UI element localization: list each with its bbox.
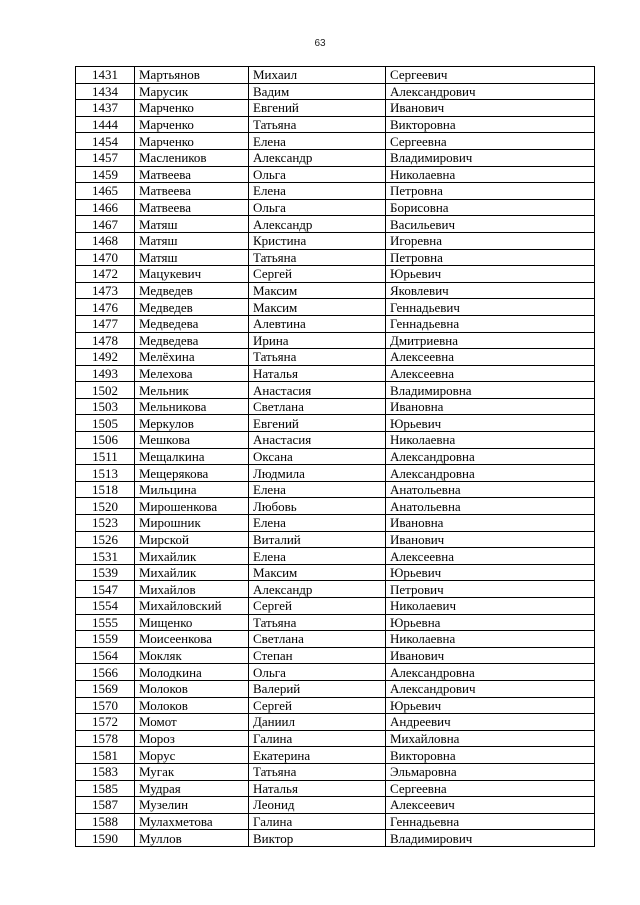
cell-last-name: Молодкина bbox=[135, 664, 249, 681]
table-row bbox=[76, 830, 595, 847]
table-row bbox=[76, 282, 595, 299]
cell-first-name: Татьяна bbox=[249, 116, 386, 133]
cell-first-name: Елена bbox=[249, 481, 386, 498]
page-number: 63 bbox=[314, 38, 326, 49]
table-row bbox=[76, 730, 595, 747]
cell-patronymic: Александровна bbox=[386, 448, 595, 465]
cell-last-name: Медведева bbox=[135, 332, 249, 349]
cell-last-name: Матвеева bbox=[135, 199, 249, 216]
cell-last-name: Момот bbox=[135, 714, 249, 731]
cell-number: 1559 bbox=[76, 631, 135, 648]
cell-patronymic: Юрьевич bbox=[386, 266, 595, 283]
cell-number: 1470 bbox=[76, 249, 135, 266]
cell-patronymic: Сергеевна bbox=[386, 780, 595, 797]
cell-number: 1434 bbox=[76, 83, 135, 100]
cell-first-name: Елена bbox=[249, 133, 386, 150]
table-row bbox=[76, 382, 595, 399]
cell-patronymic: Эльмаровна bbox=[386, 763, 595, 780]
cell-first-name: Татьяна bbox=[249, 763, 386, 780]
cell-first-name: Ольга bbox=[249, 664, 386, 681]
cell-last-name: Медведев bbox=[135, 299, 249, 316]
cell-first-name: Александр bbox=[249, 581, 386, 598]
table-row bbox=[76, 365, 595, 382]
cell-first-name: Степан bbox=[249, 647, 386, 664]
cell-patronymic: Николаевич bbox=[386, 598, 595, 615]
cell-patronymic: Алексеевна bbox=[386, 548, 595, 565]
table-row bbox=[76, 697, 595, 714]
cell-first-name: Сергей bbox=[249, 598, 386, 615]
cell-number: 1472 bbox=[76, 266, 135, 283]
table-row bbox=[76, 763, 595, 780]
cell-patronymic: Дмитриевна bbox=[386, 332, 595, 349]
cell-first-name: Анастасия bbox=[249, 432, 386, 449]
cell-patronymic: Анатольевна bbox=[386, 498, 595, 515]
cell-number: 1511 bbox=[76, 448, 135, 465]
cell-number: 1502 bbox=[76, 382, 135, 399]
cell-first-name: Татьяна bbox=[249, 349, 386, 366]
table-row bbox=[76, 531, 595, 548]
roster-table bbox=[75, 66, 595, 847]
cell-last-name: Моисеенкова bbox=[135, 631, 249, 648]
table-row bbox=[76, 647, 595, 664]
table-row bbox=[76, 598, 595, 615]
cell-first-name: Анастасия bbox=[249, 382, 386, 399]
cell-number: 1578 bbox=[76, 730, 135, 747]
cell-first-name: Евгений bbox=[249, 100, 386, 117]
table-row bbox=[76, 664, 595, 681]
cell-patronymic: Ивановна bbox=[386, 515, 595, 532]
cell-first-name: Оксана bbox=[249, 448, 386, 465]
cell-number: 1547 bbox=[76, 581, 135, 598]
cell-last-name: Мелёхина bbox=[135, 349, 249, 366]
table-row bbox=[76, 631, 595, 648]
cell-last-name: Мельникова bbox=[135, 398, 249, 415]
cell-patronymic: Иванович bbox=[386, 531, 595, 548]
cell-number: 1585 bbox=[76, 780, 135, 797]
cell-number: 1493 bbox=[76, 365, 135, 382]
cell-number: 1554 bbox=[76, 598, 135, 615]
table-row bbox=[76, 349, 595, 366]
cell-last-name: Михайлик bbox=[135, 548, 249, 565]
cell-number: 1518 bbox=[76, 481, 135, 498]
cell-patronymic: Игоревна bbox=[386, 232, 595, 249]
cell-first-name: Елена bbox=[249, 183, 386, 200]
cell-number: 1523 bbox=[76, 515, 135, 532]
cell-first-name: Людмила bbox=[249, 465, 386, 482]
cell-last-name: Матяш bbox=[135, 216, 249, 233]
table-row bbox=[76, 432, 595, 449]
cell-patronymic: Владимирович bbox=[386, 149, 595, 166]
cell-number: 1431 bbox=[76, 67, 135, 84]
cell-patronymic: Борисовна bbox=[386, 199, 595, 216]
cell-patronymic: Сергеевич bbox=[386, 67, 595, 84]
cell-number: 1581 bbox=[76, 747, 135, 764]
cell-first-name: Кристина bbox=[249, 232, 386, 249]
cell-number: 1526 bbox=[76, 531, 135, 548]
cell-patronymic: Александровна bbox=[386, 664, 595, 681]
cell-last-name: Мещерякова bbox=[135, 465, 249, 482]
cell-patronymic: Юрьевна bbox=[386, 614, 595, 631]
cell-number: 1590 bbox=[76, 830, 135, 847]
table-row bbox=[76, 133, 595, 150]
table-row bbox=[76, 515, 595, 532]
cell-number: 1569 bbox=[76, 680, 135, 697]
cell-patronymic: Александрович bbox=[386, 680, 595, 697]
cell-first-name: Вадим bbox=[249, 83, 386, 100]
cell-last-name: Михайлик bbox=[135, 564, 249, 581]
cell-last-name: Мацукевич bbox=[135, 266, 249, 283]
cell-number: 1478 bbox=[76, 332, 135, 349]
cell-last-name: Мороз bbox=[135, 730, 249, 747]
table-row bbox=[76, 83, 595, 100]
table-row bbox=[76, 548, 595, 565]
cell-number: 1457 bbox=[76, 149, 135, 166]
table-row bbox=[76, 398, 595, 415]
cell-last-name: Маслеников bbox=[135, 149, 249, 166]
cell-number: 1505 bbox=[76, 415, 135, 432]
cell-last-name: Молоков bbox=[135, 697, 249, 714]
cell-patronymic: Юрьевич bbox=[386, 415, 595, 432]
cell-last-name: Морус bbox=[135, 747, 249, 764]
cell-number: 1520 bbox=[76, 498, 135, 515]
cell-number: 1539 bbox=[76, 564, 135, 581]
cell-patronymic: Анатольевна bbox=[386, 481, 595, 498]
table-row bbox=[76, 67, 595, 84]
table-row bbox=[76, 498, 595, 515]
cell-first-name: Евгений bbox=[249, 415, 386, 432]
cell-last-name: Матяш bbox=[135, 232, 249, 249]
cell-patronymic: Викторовна bbox=[386, 747, 595, 764]
cell-last-name: Мещалкина bbox=[135, 448, 249, 465]
cell-last-name: Мирошенкова bbox=[135, 498, 249, 515]
cell-patronymic: Ивановна bbox=[386, 398, 595, 415]
cell-last-name: Мельник bbox=[135, 382, 249, 399]
cell-number: 1572 bbox=[76, 714, 135, 731]
table-row bbox=[76, 183, 595, 200]
table-row bbox=[76, 266, 595, 283]
cell-last-name: Михайлов bbox=[135, 581, 249, 598]
cell-last-name: Матяш bbox=[135, 249, 249, 266]
cell-number: 1566 bbox=[76, 664, 135, 681]
cell-first-name: Максим bbox=[249, 282, 386, 299]
cell-first-name: Ольга bbox=[249, 199, 386, 216]
table-row bbox=[76, 149, 595, 166]
table-row bbox=[76, 614, 595, 631]
cell-last-name: Мугак bbox=[135, 763, 249, 780]
cell-last-name: Мокляк bbox=[135, 647, 249, 664]
table-row bbox=[76, 315, 595, 332]
cell-patronymic: Яковлевич bbox=[386, 282, 595, 299]
cell-first-name: Максим bbox=[249, 564, 386, 581]
cell-last-name: Мудрая bbox=[135, 780, 249, 797]
table-row bbox=[76, 448, 595, 465]
table-row bbox=[76, 332, 595, 349]
cell-number: 1466 bbox=[76, 199, 135, 216]
cell-first-name: Виталий bbox=[249, 531, 386, 548]
cell-patronymic: Петрович bbox=[386, 581, 595, 598]
cell-last-name: Музелин bbox=[135, 797, 249, 814]
cell-number: 1454 bbox=[76, 133, 135, 150]
table-row bbox=[76, 116, 595, 133]
cell-last-name: Муллов bbox=[135, 830, 249, 847]
cell-first-name: Татьяна bbox=[249, 249, 386, 266]
cell-first-name: Леонид bbox=[249, 797, 386, 814]
cell-number: 1587 bbox=[76, 797, 135, 814]
cell-first-name: Александр bbox=[249, 149, 386, 166]
cell-first-name: Елена bbox=[249, 548, 386, 565]
cell-patronymic: Владимировна bbox=[386, 382, 595, 399]
cell-number: 1437 bbox=[76, 100, 135, 117]
cell-last-name: Мешкова bbox=[135, 432, 249, 449]
cell-first-name: Ирина bbox=[249, 332, 386, 349]
cell-patronymic: Васильевич bbox=[386, 216, 595, 233]
cell-first-name: Ольга bbox=[249, 166, 386, 183]
table-row bbox=[76, 747, 595, 764]
cell-first-name: Наталья bbox=[249, 780, 386, 797]
cell-number: 1459 bbox=[76, 166, 135, 183]
cell-last-name: Марусик bbox=[135, 83, 249, 100]
table-row bbox=[76, 232, 595, 249]
cell-first-name: Валерий bbox=[249, 680, 386, 697]
cell-first-name: Алевтина bbox=[249, 315, 386, 332]
cell-number: 1467 bbox=[76, 216, 135, 233]
cell-last-name: Мищенко bbox=[135, 614, 249, 631]
cell-first-name: Сергей bbox=[249, 697, 386, 714]
cell-patronymic: Александровна bbox=[386, 465, 595, 482]
cell-number: 1444 bbox=[76, 116, 135, 133]
cell-last-name: Молоков bbox=[135, 680, 249, 697]
cell-patronymic: Александрович bbox=[386, 83, 595, 100]
cell-first-name: Любовь bbox=[249, 498, 386, 515]
cell-first-name: Александр bbox=[249, 216, 386, 233]
cell-last-name: Медведев bbox=[135, 282, 249, 299]
cell-patronymic: Геннадьевна bbox=[386, 813, 595, 830]
table-row bbox=[76, 465, 595, 482]
cell-last-name: Матвеева bbox=[135, 183, 249, 200]
cell-first-name: Даниил bbox=[249, 714, 386, 731]
cell-patronymic: Николаевна bbox=[386, 166, 595, 183]
cell-number: 1531 bbox=[76, 548, 135, 565]
cell-last-name: Мелехова bbox=[135, 365, 249, 382]
cell-first-name: Михаил bbox=[249, 67, 386, 84]
cell-last-name: Мулахметова bbox=[135, 813, 249, 830]
cell-first-name: Светлана bbox=[249, 398, 386, 415]
cell-patronymic: Иванович bbox=[386, 647, 595, 664]
table-row bbox=[76, 299, 595, 316]
table-row bbox=[76, 166, 595, 183]
cell-first-name: Галина bbox=[249, 813, 386, 830]
cell-last-name: Меркулов bbox=[135, 415, 249, 432]
cell-patronymic: Геннадьевич bbox=[386, 299, 595, 316]
cell-number: 1492 bbox=[76, 349, 135, 366]
cell-first-name: Наталья bbox=[249, 365, 386, 382]
cell-patronymic: Николаевна bbox=[386, 432, 595, 449]
cell-patronymic: Викторовна bbox=[386, 116, 595, 133]
cell-patronymic: Петровна bbox=[386, 249, 595, 266]
table-row bbox=[76, 780, 595, 797]
cell-last-name: Марченко bbox=[135, 133, 249, 150]
table-row bbox=[76, 249, 595, 266]
cell-number: 1583 bbox=[76, 763, 135, 780]
cell-patronymic: Геннадьевна bbox=[386, 315, 595, 332]
cell-last-name: Марченко bbox=[135, 116, 249, 133]
cell-first-name: Галина bbox=[249, 730, 386, 747]
cell-first-name: Сергей bbox=[249, 266, 386, 283]
cell-number: 1564 bbox=[76, 647, 135, 664]
cell-patronymic: Андреевич bbox=[386, 714, 595, 731]
cell-first-name: Татьяна bbox=[249, 614, 386, 631]
cell-number: 1506 bbox=[76, 432, 135, 449]
cell-number: 1588 bbox=[76, 813, 135, 830]
cell-last-name: Мирошник bbox=[135, 515, 249, 532]
cell-last-name: Матвеева bbox=[135, 166, 249, 183]
cell-last-name: Мартьянов bbox=[135, 67, 249, 84]
cell-first-name: Екатерина bbox=[249, 747, 386, 764]
cell-last-name: Марченко bbox=[135, 100, 249, 117]
cell-patronymic: Петровна bbox=[386, 183, 595, 200]
cell-patronymic: Юрьевич bbox=[386, 697, 595, 714]
cell-patronymic: Алексеевич bbox=[386, 797, 595, 814]
table-row bbox=[76, 481, 595, 498]
table-row bbox=[76, 581, 595, 598]
cell-patronymic: Юрьевич bbox=[386, 564, 595, 581]
cell-number: 1465 bbox=[76, 183, 135, 200]
cell-first-name: Виктор bbox=[249, 830, 386, 847]
cell-first-name: Максим bbox=[249, 299, 386, 316]
table-row bbox=[76, 813, 595, 830]
cell-last-name: Медведева bbox=[135, 315, 249, 332]
cell-last-name: Мильцина bbox=[135, 481, 249, 498]
cell-patronymic: Владимирович bbox=[386, 830, 595, 847]
cell-patronymic: Николаевна bbox=[386, 631, 595, 648]
cell-number: 1476 bbox=[76, 299, 135, 316]
table-row bbox=[76, 797, 595, 814]
table-row bbox=[76, 564, 595, 581]
cell-number: 1503 bbox=[76, 398, 135, 415]
cell-patronymic: Михайловна bbox=[386, 730, 595, 747]
table-row bbox=[76, 415, 595, 432]
cell-number: 1468 bbox=[76, 232, 135, 249]
cell-number: 1570 bbox=[76, 697, 135, 714]
cell-first-name: Елена bbox=[249, 515, 386, 532]
cell-patronymic: Сергеевна bbox=[386, 133, 595, 150]
cell-first-name: Светлана bbox=[249, 631, 386, 648]
cell-number: 1477 bbox=[76, 315, 135, 332]
table-row bbox=[76, 216, 595, 233]
table-row bbox=[76, 199, 595, 216]
cell-patronymic: Иванович bbox=[386, 100, 595, 117]
table-row bbox=[76, 100, 595, 117]
cell-last-name: Мирской bbox=[135, 531, 249, 548]
table-row bbox=[76, 714, 595, 731]
cell-number: 1555 bbox=[76, 614, 135, 631]
cell-patronymic: Алексеевна bbox=[386, 349, 595, 366]
table-row bbox=[76, 680, 595, 697]
roster-table-body bbox=[76, 67, 595, 847]
cell-number: 1513 bbox=[76, 465, 135, 482]
cell-patronymic: Алексеевна bbox=[386, 365, 595, 382]
cell-number: 1473 bbox=[76, 282, 135, 299]
cell-last-name: Михайловский bbox=[135, 598, 249, 615]
